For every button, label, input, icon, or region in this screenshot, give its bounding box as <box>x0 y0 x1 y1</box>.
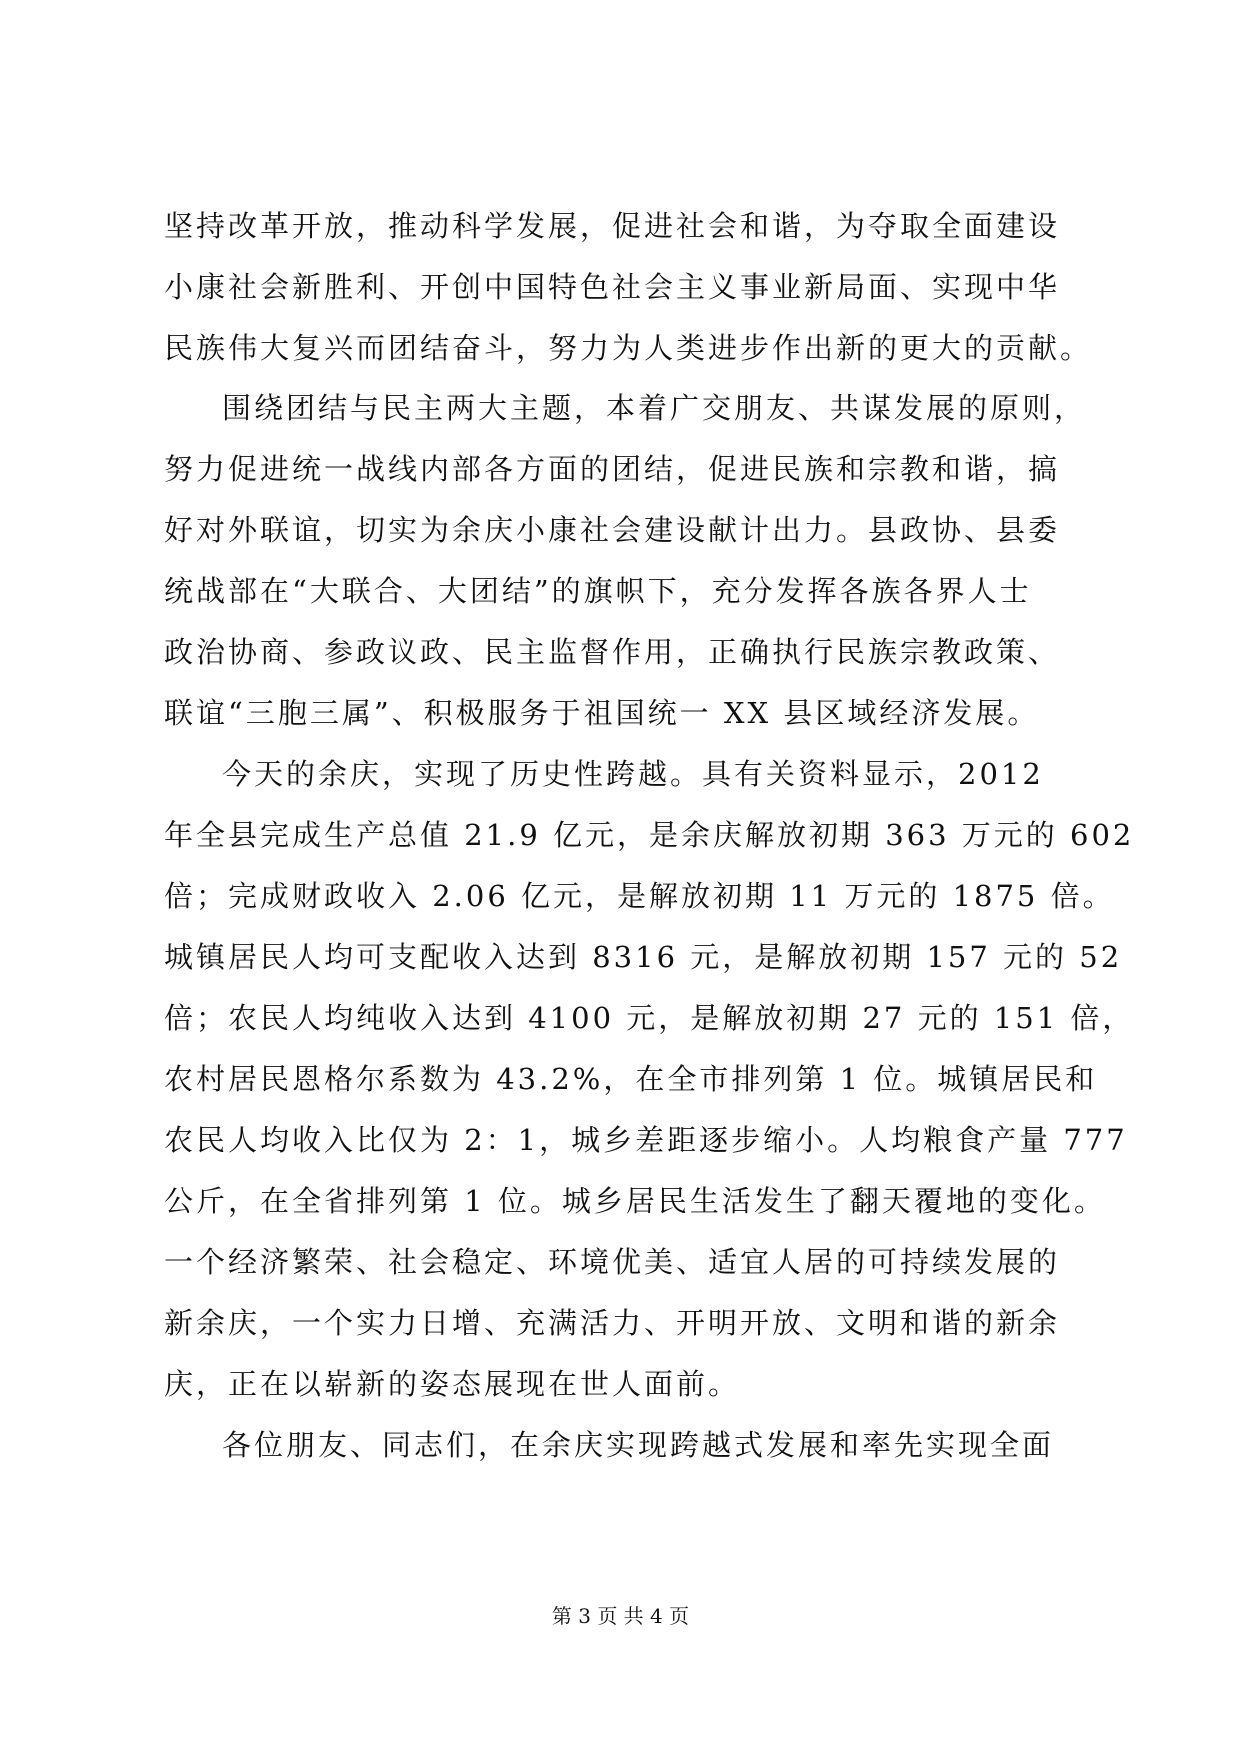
body-text-line-13: 城镇居民人均可支配收入达到 8316 元，是解放初期 157 元的 52 <box>164 940 1123 974</box>
body-text-line-1: 坚持改革开放，推动科学发展，促进社会和谐，为夺取全面建设 <box>164 209 1061 243</box>
paragraph-2-first-line: 围绕团结与民主两大主题，本着广交朋友、共谋发展的原则， <box>222 391 1087 425</box>
body-text-line-18: 一个经济繁荣、社会稳定、环境优美、适宜人居的可持续发展的 <box>164 1245 1061 1279</box>
page-number-footer: 第 3 页 共 4 页 <box>551 1604 690 1628</box>
body-text-line-7: 统战部在“大联合、大团结”的旗帜下，充分发挥各族各界人士 <box>164 574 1032 608</box>
body-text-line-16: 农民人均收入比仅为 2：1，城乡差距逐步缩小。人均粮食产量 777 <box>164 1123 1128 1157</box>
body-text-line-11: 年全县完成生产总值 21.9 亿元，是余庆解放初期 363 万元的 602 <box>164 818 1135 852</box>
body-text-line-8: 政治协商、参政议政、民主监督作用，正确执行民族宗教政策、 <box>164 635 1061 669</box>
body-text-line-20: 庆，正在以崭新的姿态展现在世人面前。 <box>164 1367 741 1401</box>
body-text-line-6: 好对外联谊，切实为余庆小康社会建设献计出力。县政协、县委 <box>164 513 1061 547</box>
body-text-line-12: 倍；完成财政收入 2.06 亿元，是解放初期 11 万元的 1875 倍。 <box>164 879 1115 913</box>
body-text-line-5: 努力促进统一战线内部各方面的团结，促进民族和宗教和谐，搞 <box>164 452 1061 486</box>
body-text-line-2: 小康社会新胜利、开创中国特色社会主义事业新局面、实现中华 <box>164 270 1061 304</box>
body-text-line-15: 农村居民恩格尔系数为 43.2%，在全市排列第 1 位。城镇居民和 <box>164 1062 1098 1096</box>
body-text-line-19: 新余庆，一个实力日增、充满活力、开明开放、文明和谐的新余 <box>164 1306 1061 1340</box>
body-text-line-17: 公斤，在全省排列第 1 位。城乡居民生活发生了翻天覆地的变化。 <box>164 1184 1106 1218</box>
body-text-line-9: 联谊“三胞三属”、积极服务于祖国统一 XX 县区域经济发展。 <box>164 696 1040 730</box>
body-text-line-3: 民族伟大复兴而团结奋斗，努力为人类进步作出新的更大的贡献。 <box>164 331 1093 365</box>
body-text-line-14: 倍；农民人均纯收入达到 4100 元，是解放初期 27 元的 151 倍， <box>164 1001 1135 1035</box>
paragraph-4-first-line: 各位朋友、同志们，在余庆实现跨越式发展和率先实现全面 <box>222 1428 1055 1462</box>
paragraph-3-first-line: 今天的余庆，实现了历史性跨越。具有关资料显示，2012 <box>222 757 1044 791</box>
